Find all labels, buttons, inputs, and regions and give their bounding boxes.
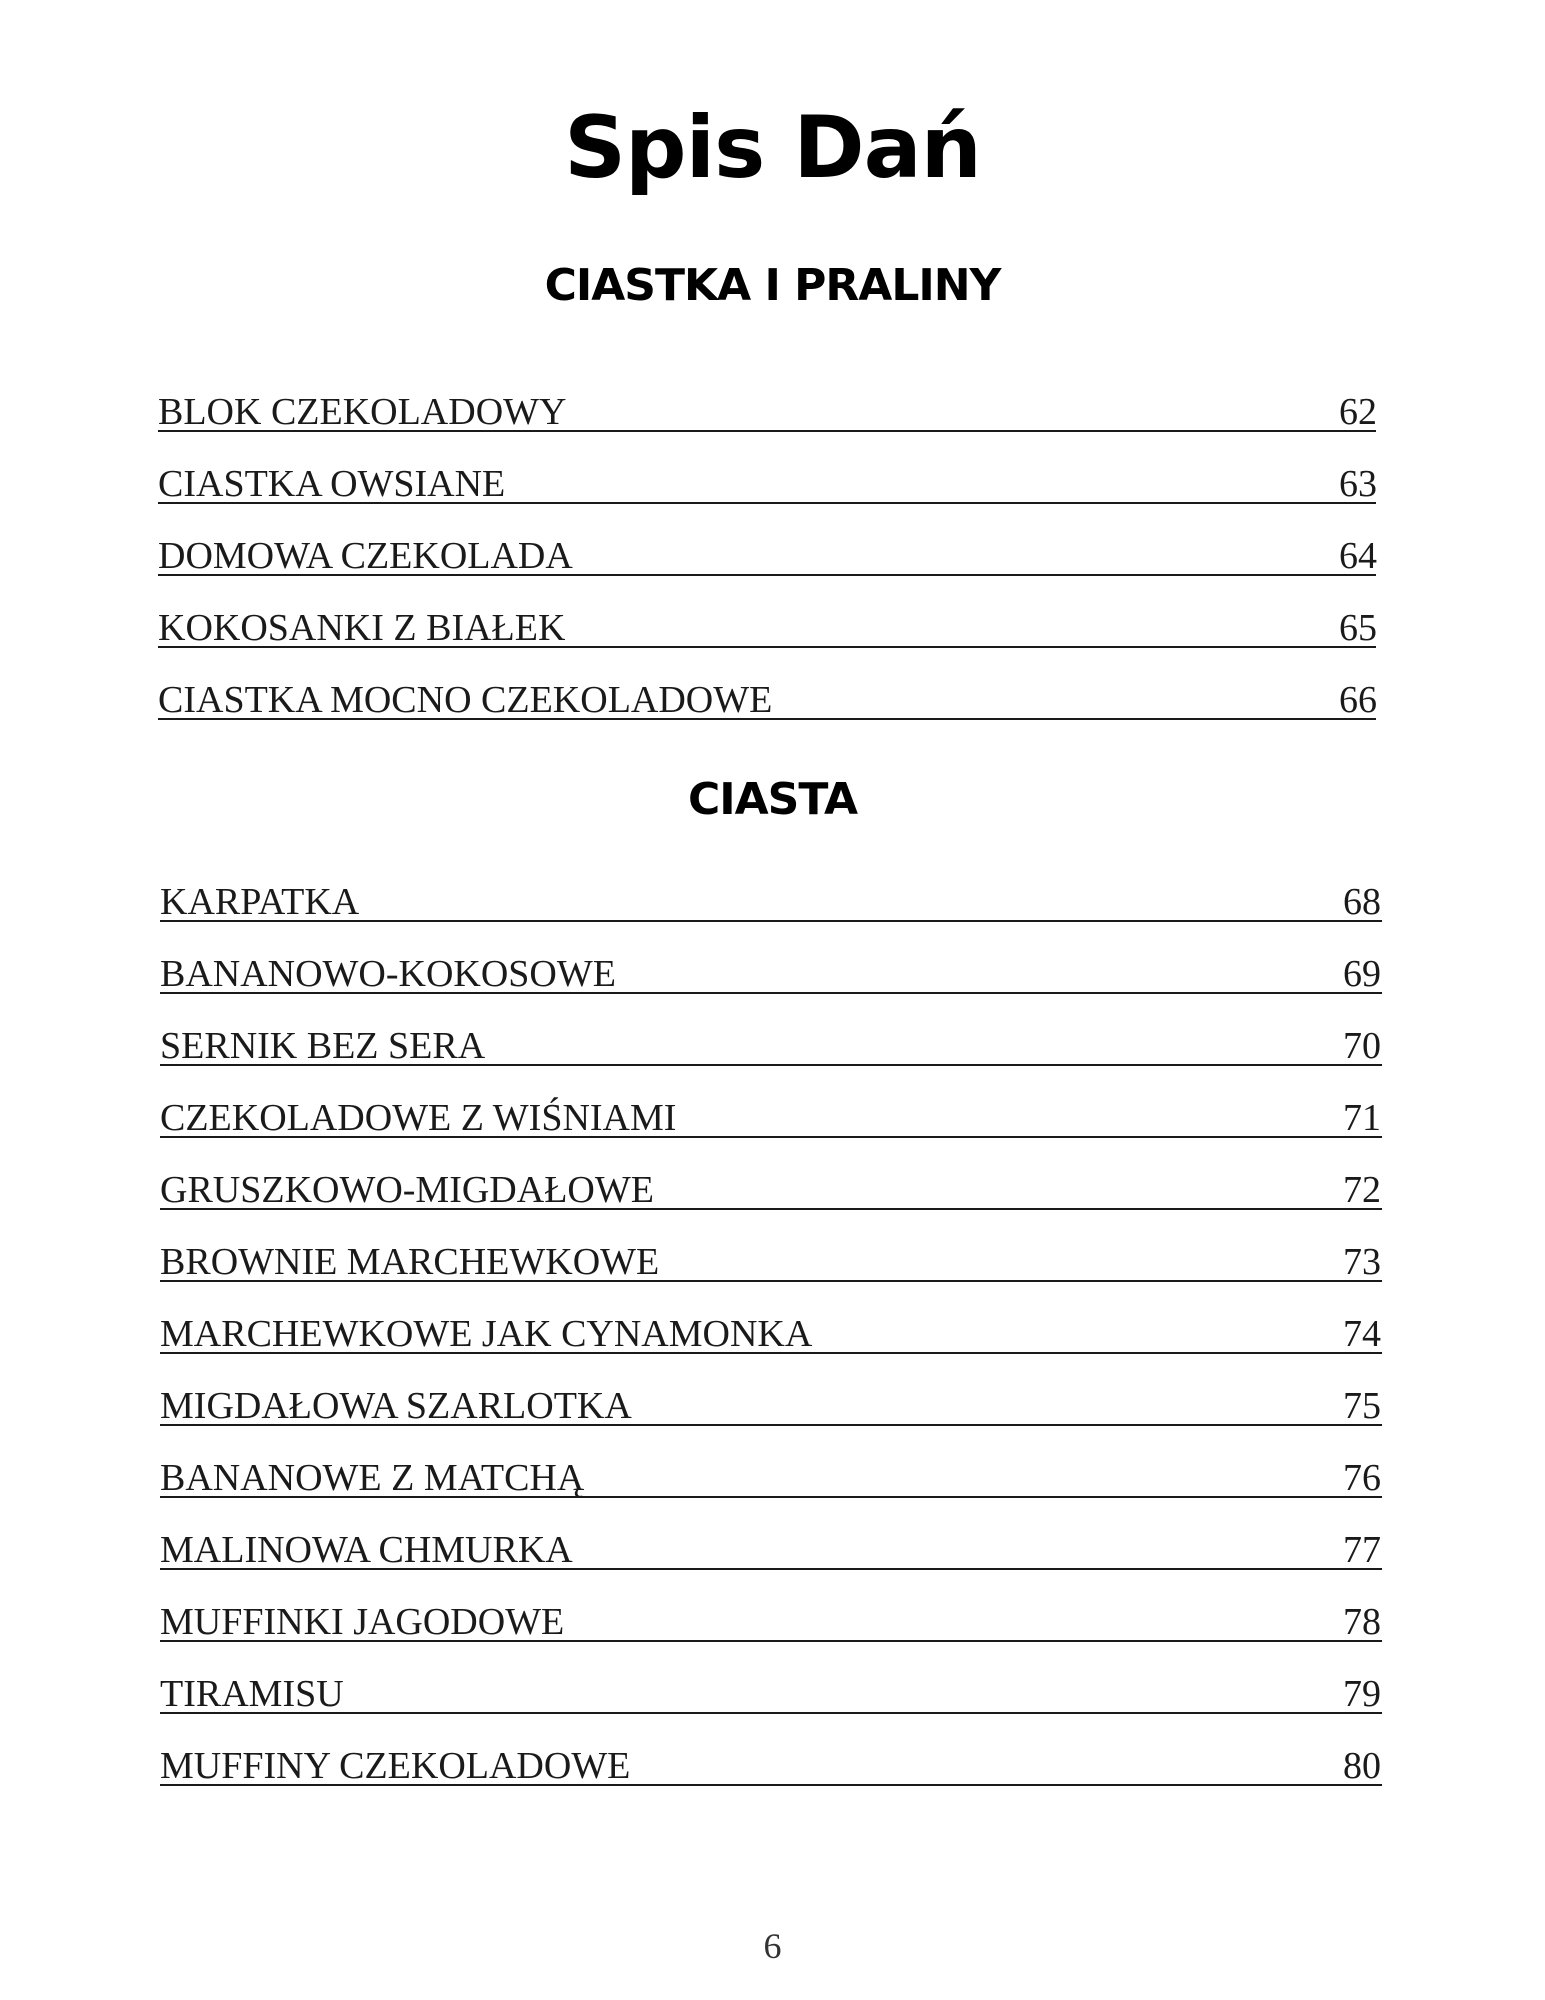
toc-entry-page: 79 [1343, 1673, 1381, 1715]
page-number: 6 [763, 1926, 782, 1966]
toc-entry[interactable] [0, 1514, 1545, 1586]
page-title: Spis Dań [564, 98, 981, 198]
toc-entry-page: 80 [1343, 1745, 1381, 1787]
toc-entry-label: CIASTKA MOCNO CZEKOLADOWE [158, 679, 773, 721]
toc-entry[interactable] [0, 1442, 1545, 1514]
toc-entry-label: CIASTKA OWSIANE [158, 463, 506, 505]
section-heading-ciastka-i-praliny: CIASTKA I PRALINY [544, 260, 1001, 311]
toc-list-ciasta [0, 866, 1545, 1802]
toc-entry-label: DOMOWA CZEKOLADA [158, 535, 573, 577]
toc-entry[interactable] [0, 1082, 1545, 1154]
toc-entry[interactable] [0, 1226, 1545, 1298]
toc-entry-label: MUFFINKI JAGODOWE [160, 1601, 565, 1643]
toc-entry-page: 77 [1343, 1529, 1381, 1571]
toc-entry-label: KOKOSANKI Z BIAŁEK [158, 607, 566, 649]
toc-entry[interactable] [0, 376, 1545, 448]
toc-entry-page: 63 [1339, 463, 1377, 505]
toc-entry[interactable] [0, 1586, 1545, 1658]
toc-entry-page: 66 [1339, 679, 1377, 721]
toc-entry[interactable] [0, 664, 1545, 736]
toc-entry-page: 73 [1343, 1241, 1381, 1283]
toc-entry-page: 74 [1343, 1313, 1381, 1355]
toc-entry-label: BANANOWE Z MATCHĄ [160, 1457, 585, 1499]
toc-entry[interactable] [0, 1370, 1545, 1442]
toc-entry[interactable] [0, 520, 1545, 592]
section-heading-ciasta: CIASTA [687, 774, 858, 825]
toc-entry-page: 65 [1339, 607, 1377, 649]
toc-entry[interactable] [0, 592, 1545, 664]
toc-entry[interactable] [0, 1658, 1545, 1730]
toc-entry[interactable] [0, 866, 1545, 938]
toc-entry-page: 72 [1343, 1169, 1381, 1211]
toc-entry-page: 78 [1343, 1601, 1381, 1643]
toc-entry-label: SERNIK BEZ SERA [160, 1025, 486, 1067]
toc-entry[interactable] [0, 1730, 1545, 1802]
toc-entry-label: BLOK CZEKOLADOWY [158, 391, 567, 433]
toc-entry-label: GRUSZKOWO-MIGDAŁOWE [160, 1169, 654, 1211]
toc-entry-label: TIRAMISU [160, 1673, 344, 1715]
toc-entry-page: 62 [1339, 391, 1377, 433]
toc-entry-label: MUFFINY CZEKOLADOWE [160, 1745, 631, 1787]
toc-entry-label: MALINOWA CHMURKA [160, 1529, 573, 1571]
toc-entry[interactable] [0, 938, 1545, 1010]
toc-entry-page: 64 [1339, 535, 1377, 577]
toc-entry-page: 69 [1343, 953, 1381, 995]
toc-entry-label: KARPATKA [160, 881, 360, 923]
toc-entry-page: 75 [1343, 1385, 1381, 1427]
toc-entry-label: BROWNIE MARCHEWKOWE [160, 1241, 660, 1283]
toc-entry[interactable] [0, 1154, 1545, 1226]
toc-entry[interactable] [0, 1010, 1545, 1082]
toc-list-ciastka-i-praliny [0, 376, 1545, 736]
toc-entry-page: 71 [1343, 1097, 1381, 1139]
toc-entry[interactable] [0, 448, 1545, 520]
toc-entry-label: MIGDAŁOWA SZARLOTKA [160, 1385, 632, 1427]
toc-entry-label: MARCHEWKOWE JAK CYNAMONKA [160, 1313, 813, 1355]
toc-entry-page: 70 [1343, 1025, 1381, 1067]
toc-entry-page: 68 [1343, 881, 1381, 923]
toc-entry[interactable] [0, 1298, 1545, 1370]
toc-entry-label: BANANOWO-KOKOSOWE [160, 953, 616, 995]
toc-entry-label: CZEKOLADOWE Z WIŚNIAMI [160, 1097, 677, 1139]
toc-entry-page: 76 [1343, 1457, 1381, 1499]
